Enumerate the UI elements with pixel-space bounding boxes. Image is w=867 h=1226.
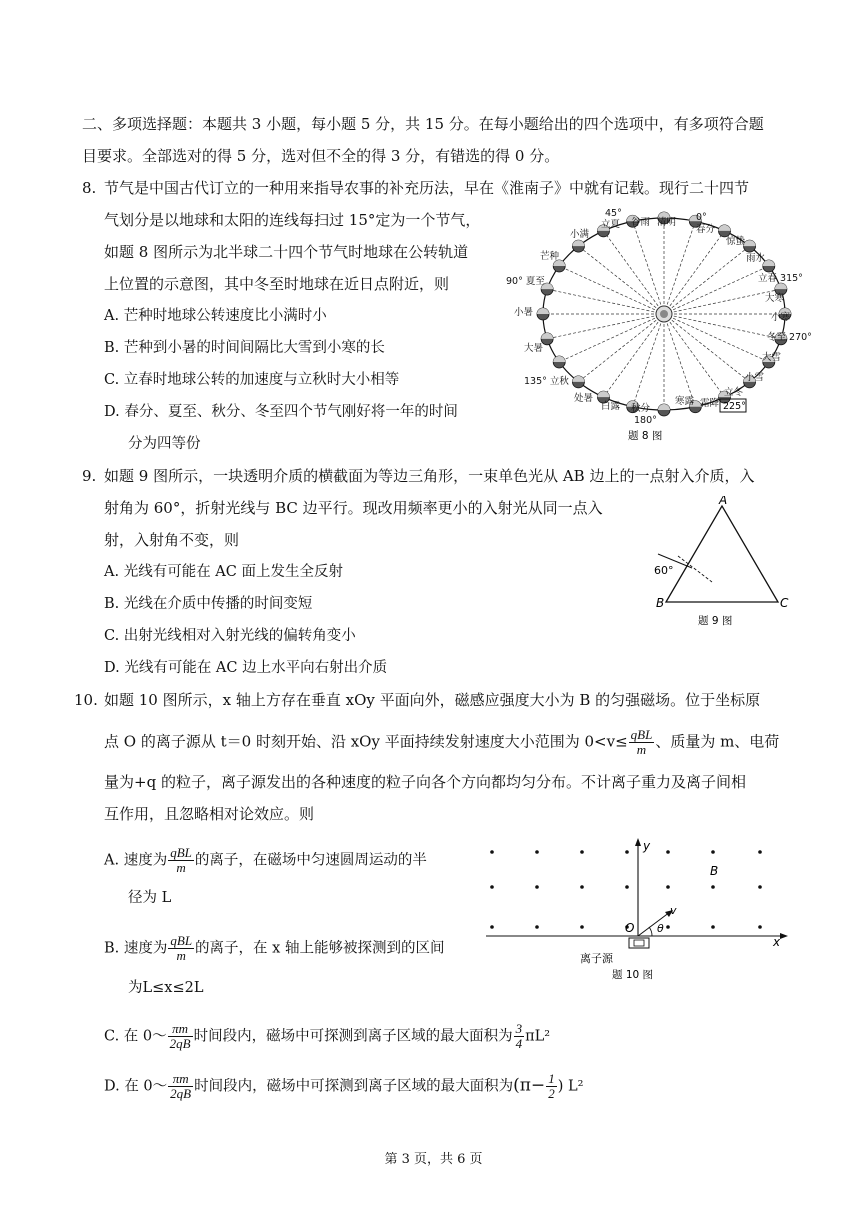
fraction-den: 2qB (170, 1086, 192, 1101)
label-45: 45° (605, 208, 622, 219)
orbit-ray (664, 289, 781, 314)
q10-option-c (104, 1022, 550, 1051)
earth-marker-lit (658, 404, 670, 410)
fraction-num: πm (168, 1022, 193, 1037)
earth-marker-lit (537, 308, 549, 314)
field-dot (580, 925, 584, 929)
q10-option-d-text2: 时间段内，磁场中可探测到离子区域的最大面积为 (194, 1078, 514, 1095)
q10-option-d (104, 1072, 583, 1101)
q8-stem-line4: 上位置的示意图，其中冬至时地球在近日点附近，则 (104, 275, 450, 293)
label-xiaoman: 小满 (570, 229, 590, 240)
orbit-ray (664, 266, 769, 314)
q8-option-d-line2: 分为四等份 (128, 436, 201, 452)
orbit-ray (633, 314, 664, 407)
fraction-1-2 (546, 1072, 557, 1101)
orbit-ray (578, 314, 664, 382)
earth-marker-lit (719, 225, 731, 231)
earth-marker-lit (553, 356, 565, 362)
label-chushu: 处暑 (574, 393, 594, 404)
fraction-den: m (636, 742, 647, 757)
section-header-line2: 目要求。全部选对的得 5 分，选对但不全的得 3 分，有错选的得 0 分。 (82, 147, 560, 165)
triangle (666, 506, 778, 602)
fraction-num: qBL (170, 933, 193, 948)
earth-marker-lit (541, 333, 553, 339)
fraction-num: qBL (630, 727, 653, 742)
label-hanlu: 寒露 (675, 396, 695, 407)
fraction-qbl-m (168, 934, 194, 963)
x-axis-arrow (780, 933, 788, 939)
q10-stem-line2 (104, 728, 779, 757)
figure10-caption: 题 10 图 (612, 969, 654, 981)
ion-source-box (629, 938, 649, 948)
orbit-ray (547, 314, 664, 339)
orbit-ray (547, 289, 664, 314)
label-v: v (670, 904, 677, 917)
label-dashu: 大暑 (524, 343, 544, 354)
field-dot (625, 885, 629, 889)
fraction-num: qBL (170, 845, 192, 860)
field-dot (490, 885, 494, 889)
label-ion-source: 离子源 (580, 952, 613, 965)
orbit-ray (664, 314, 725, 397)
label-xiazhi: 90° 夏至 (506, 276, 545, 287)
q10-option-b-line2: 为L≤x≤2L (128, 980, 204, 996)
label-theta: θ (657, 922, 664, 935)
earth-marker-lit (572, 240, 584, 246)
fraction-den: 4 (515, 1036, 523, 1051)
q8-option-b: B. 芒种到小暑的时间间隔比大雪到小寒的长 (104, 340, 385, 356)
field-dot (580, 850, 584, 854)
fraction-num: 3 (515, 1021, 523, 1036)
q9-triangle-diagram (640, 496, 800, 631)
label-B: B (656, 596, 665, 610)
orbit-ray (664, 314, 695, 407)
q10-stem-line1: 如题 10 图所示，x 轴上方存在垂直 xOy 平面向外，磁感应强度大小为 B 的匀强磁场。位于坐标原 (104, 691, 761, 709)
paren-close: ) L² (557, 1078, 584, 1095)
label-chunfen: 春分 (696, 224, 716, 235)
q9-option-c: C. 出射光线相对入射光线的偏转角变小 (104, 628, 356, 644)
q8-orbit-diagram (500, 202, 820, 447)
label-0deg: 0° (696, 212, 707, 223)
fraction-qbl-m (629, 728, 655, 757)
velocity-vector (638, 912, 670, 936)
q10-option-b-line1 (104, 934, 444, 963)
orbit-ray (664, 246, 750, 314)
label-180: 180° (634, 415, 657, 426)
q9-option-b: B. 光线在介质中传播的时间变短 (104, 596, 313, 612)
label-lidong: 立冬 (724, 387, 744, 398)
label-lixia: 立夏 (601, 219, 621, 230)
fraction-den: m (176, 860, 186, 875)
figure9-caption: 题 9 图 (698, 615, 733, 627)
field-dot (535, 885, 539, 889)
orbit-ray (578, 246, 664, 314)
q10-option-a-text1: A. 速度为 (104, 852, 168, 869)
orbit-ray (664, 314, 781, 339)
theta-arc (649, 927, 652, 936)
label-xiaoshu: 小暑 (514, 307, 534, 318)
normal-line (678, 556, 712, 582)
field-dot (666, 850, 670, 854)
orbit-ray (664, 314, 750, 382)
q8-stem-line3: 如题 8 图所示为北半球二十四个节气时地球在公转轨道 (104, 243, 469, 261)
figure8-caption: 题 8 图 (628, 430, 663, 442)
q10-stem-line2a: 点 O 的离子源从 t＝0 时刻开始、沿 xOy 平面持续发射速度大小范围为 0<v≤ (104, 732, 628, 751)
orbit-ray (559, 266, 664, 314)
field-dot (580, 885, 584, 889)
q10-option-c-text3: πL² (525, 1028, 551, 1045)
field-dots (490, 850, 762, 929)
q8-stem-line1: 节气是中国古代订立的一种用来指导农事的补充历法，早在《淮南子》中就有记载。现行二十四节 (104, 179, 750, 197)
label-bailu: 白露 (601, 401, 621, 412)
orbit-ray (633, 221, 664, 314)
q10-stem-line2b: 、质量为 m、电荷 (655, 732, 780, 751)
page-footer: 第 3 页，共 6 页 (384, 1152, 483, 1167)
fraction-pim-2qb (168, 1072, 193, 1101)
q10-field-diagram (484, 836, 794, 984)
label-y: y (643, 839, 651, 853)
fraction-den: m (176, 948, 186, 963)
field-dot (758, 925, 762, 929)
label-guyu: 谷雨 (631, 217, 651, 228)
label-mangzhong: 芒种 (540, 251, 560, 262)
field-dot (490, 850, 494, 854)
field-dot (535, 925, 539, 929)
label-O: O (625, 921, 635, 935)
q10-option-b-text1: B. 速度为 (104, 940, 168, 957)
q9-number: 9. (82, 467, 97, 485)
q10-option-d-text1: D. 在 0～ (104, 1078, 168, 1095)
q10-stem-line3: 量为+q 的粒子，离子源发出的各种速度的粒子向各个方向都均匀分布。不计离子重力及离子间相 (104, 773, 746, 791)
y-axis-arrow (635, 838, 641, 846)
fraction-den: 2qB (169, 1036, 191, 1051)
orbit-ray (604, 231, 665, 314)
label-shuangjiang: 霜降 (700, 398, 720, 409)
q10-option-c-text1: C. 在 0～ (104, 1028, 167, 1045)
label-liqiu: 135° 立秋 (524, 376, 569, 387)
fraction-den: 2 (548, 1086, 555, 1101)
field-dot (711, 885, 715, 889)
field-dot (711, 925, 715, 929)
label-qingming: 清明 (657, 217, 677, 228)
q10-option-b-text2: 的离子，在 x 轴上能够被探测到的区间 (195, 940, 445, 957)
field-dot (490, 925, 494, 929)
q8-number: 8. (82, 179, 97, 197)
label-jingzhe: 惊蛰 (726, 236, 746, 247)
section-header-line1: 二、多项选择题：本题共 3 小题，每小题 5 分，共 15 分。在每小题给出的四个选项中，有多项符合题 (82, 115, 764, 133)
field-dot (666, 885, 670, 889)
q8-option-a: A. 芒种时地球公转速度比小满时小 (104, 308, 327, 324)
fraction-num: 1 (548, 1071, 555, 1086)
q10-option-c-text2: 时间段内，磁场中可探测到离子区域的最大面积为 (193, 1028, 513, 1045)
label-60: 60° (654, 564, 674, 577)
field-dot (535, 850, 539, 854)
q10-stem-line4: 互作用，且忽略相对论效应。则 (104, 805, 315, 823)
earth-marker-lit (744, 240, 756, 246)
q8-option-d-line1: D. 春分、夏至、秋分、冬至四个节气刚好将一年的时间 (104, 404, 458, 420)
fraction-3-4 (514, 1022, 525, 1051)
q8-option-c: C. 立春时地球公转的加速度与立秋时大小相等 (104, 372, 400, 388)
label-B: B (710, 864, 719, 878)
q10-option-a-text2: 的离子，在磁场中匀速圆周运动的半 (194, 852, 427, 869)
q10-option-a-line1 (104, 846, 427, 875)
label-225: 225° (723, 401, 746, 412)
orbit-ray (664, 221, 695, 314)
paren-open: (π− (513, 1075, 546, 1096)
earth-marker-lit (775, 283, 787, 289)
earth-marker-lit (572, 376, 584, 382)
label-xiaohan: 小寒 (771, 312, 791, 323)
label-lichun: 立春 315° (758, 273, 803, 284)
label-A: A (719, 496, 728, 507)
q9-option-a: A. 光线有可能在 AC 面上发生全反射 (104, 564, 343, 580)
field-dot (625, 850, 629, 854)
orbit-ray (604, 314, 665, 397)
label-qiufen: 秋分 (631, 403, 651, 414)
field-dot (711, 850, 715, 854)
label-daxue: 大雪 (762, 352, 782, 363)
q8-stem-line2: 气划分是以地球和太阳的连线每扫过 15°定为一个节气， (104, 211, 481, 229)
earth-marker-lit (598, 391, 610, 397)
label-dahan: 大寒 (765, 293, 785, 304)
fraction-pim-2qb (168, 1022, 193, 1051)
label-yushui: 雨水 (746, 253, 766, 264)
field-dot (666, 925, 670, 929)
q9-stem-line1: 如题 9 图所示，一块透明介质的横截面为等边三角形，一束单色光从 AB 边上的一点射入介质，入 (104, 467, 755, 485)
orbit-ray (664, 231, 725, 314)
fraction-num: πm (168, 1072, 193, 1087)
field-dot (758, 850, 762, 854)
label-xiaoxue: 小雪 (745, 372, 765, 383)
q10-option-a-line2: 径为 L (128, 890, 172, 906)
label-C: C (780, 596, 789, 610)
label-x: x (773, 935, 781, 949)
q9-option-d: D. 光线有可能在 AC 边上水平向右射出介质 (104, 660, 388, 676)
fraction-qbl-m (168, 846, 194, 875)
q10-number: 10. (74, 691, 98, 709)
orbit-ray (664, 314, 769, 362)
q9-stem-line2: 射角为 60°，折射光线与 BC 边平行。现改用频率更小的入射光从同一点入 (104, 499, 603, 517)
q9-stem-line3: 射，入射角不变，则 (104, 531, 240, 549)
label-dongzhi: 冬至 270° (767, 332, 812, 343)
orbit-ray (559, 314, 664, 362)
field-dot (758, 885, 762, 889)
